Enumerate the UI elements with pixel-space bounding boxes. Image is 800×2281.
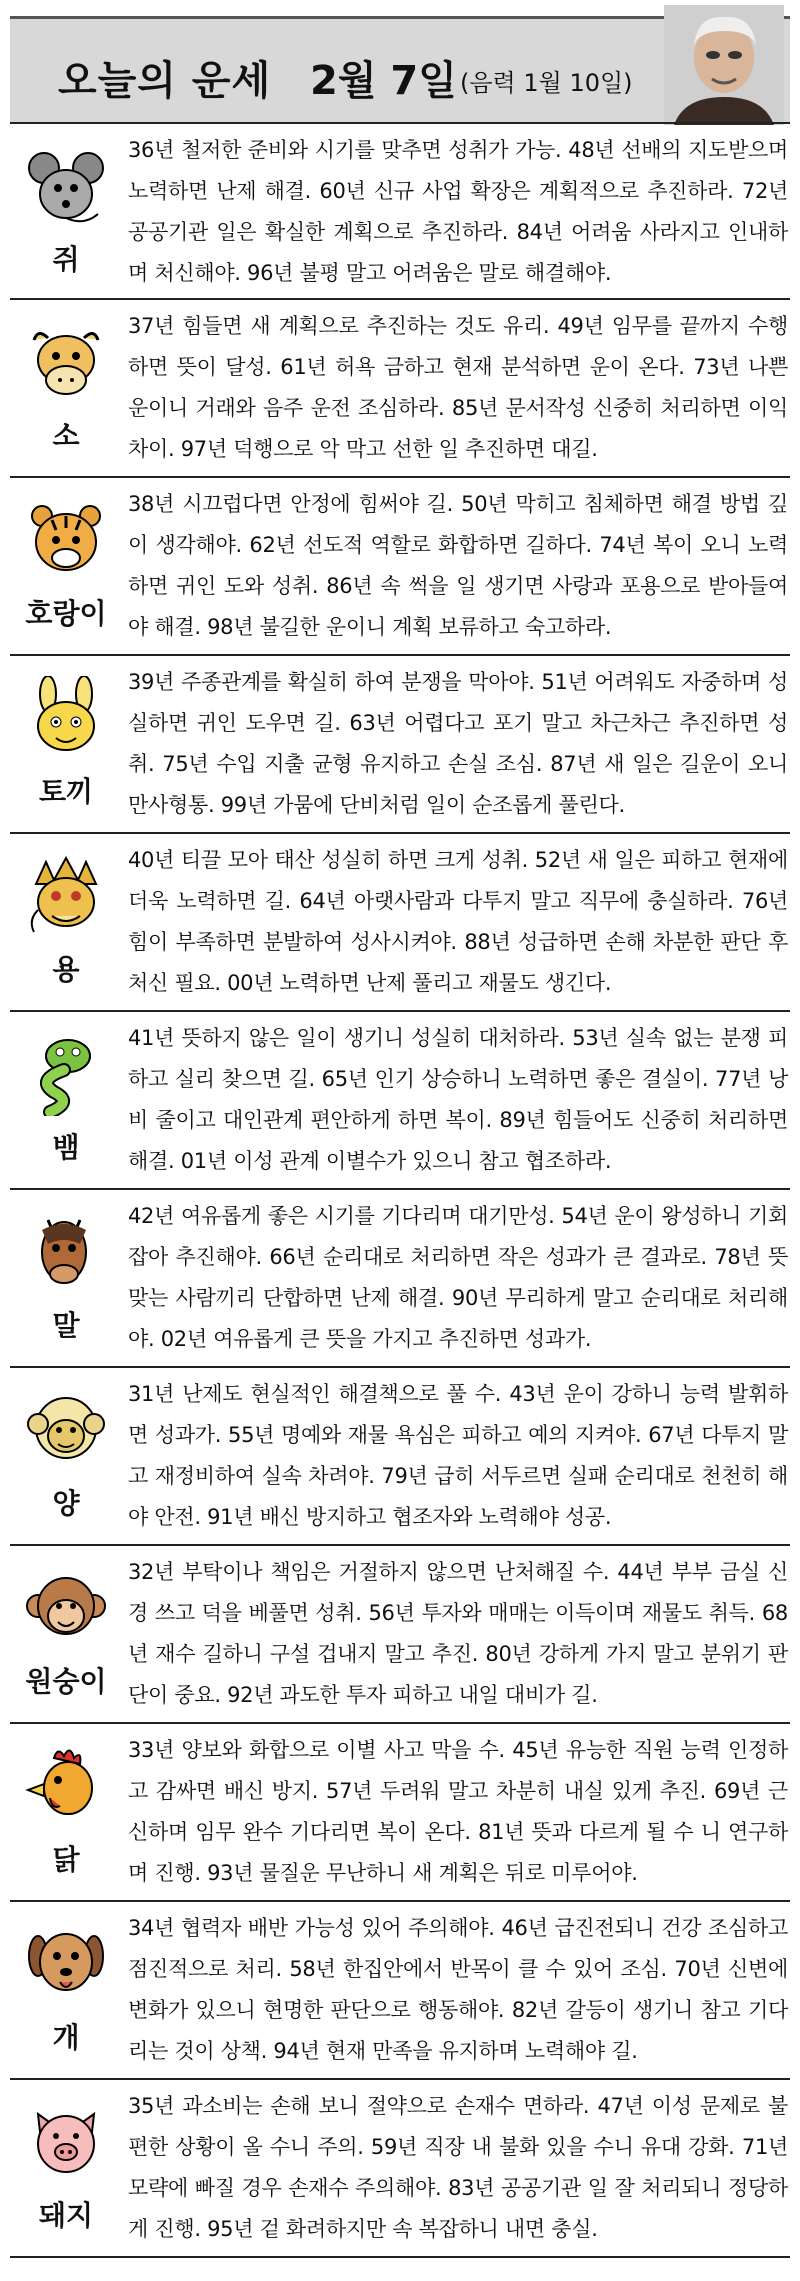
list-item <box>10 656 790 834</box>
horse-icon <box>24 1210 108 1294</box>
list-item <box>10 1368 790 1546</box>
animal-name: 토끼 <box>38 775 94 808</box>
date-label: 2월 7일 <box>310 58 457 104</box>
header-bar <box>10 16 790 122</box>
list-item <box>10 300 790 478</box>
rabbit-icon <box>24 676 108 760</box>
fortune-text: 36년 철저한 준비와 시기를 맞추면 성취가 가능. 48년 선배의 지도받으며 노력하면 난제 해결. 60년 신규 사업 확장은 계획적으로 추진하라. 72년 공공기관 일은 확실한 계획으로 추진하라. 84년 어려움 사라지고 인내하며 처신해야. 96년 불평 말고 어려움은 말로 해결해야. <box>128 138 788 285</box>
fortune-text: 41년 뜻하지 않은 일이 생기니 성실히 대처하라. 53년 실속 없는 분쟁 피하고 실리 찾으면 길. 65년 인기 상승하니 노력하면 좋은 결실이. 77년 낭비 줄이고 대인관계 편안하게 하면 복이. 89년 힘들어도 신중히 처리하면 해결. 01년 이성 관계 이별수가 있으니 참고 협조하라. <box>128 1026 788 1173</box>
list-item <box>10 2080 790 2258</box>
rooster-icon <box>24 1744 108 1828</box>
animal-column <box>10 124 122 298</box>
fortune-text: 38년 시끄럽다면 안정에 힘써야 길. 50년 막히고 침체하면 해결 방법 깊이 생각해야. 62년 선도적 역할로 화합하면 길하다. 74년 복이 오니 노력하면 귀인 도와 성취. 86년 속 썩을 일 생기면 사랑과 포용으로 받아들여야 해결. 98년 불길한 운이니 계획 보류하고 숙고하라. <box>128 492 788 639</box>
fortune-list <box>10 122 790 2258</box>
columnist-portrait <box>664 5 784 125</box>
lunar-date-label: (음력 1월 10일) <box>460 69 633 97</box>
animal-column <box>10 1902 122 2078</box>
animal-name: 뱀 <box>52 1131 80 1164</box>
animal-name: 양 <box>52 1487 80 1520</box>
animal-name: 말 <box>52 1309 80 1342</box>
animal-name: 용 <box>52 953 80 986</box>
animal-name: 호랑이 <box>25 597 107 630</box>
list-item <box>10 834 790 1012</box>
fortune-text: 42년 여유롭게 좋은 시기를 기다리며 대기만성. 54년 운이 왕성하니 기회 잡아 추진해야. 66년 순리대로 처리하면 작은 성과가 큰 결과로. 78년 뜻 맞는 사람끼리 단합하면 난제 해결. 90년 무리하게 말고 순리대로 처리해야. 02년 여유롭게 큰 뜻을 가지고 추진하면 성과가. <box>128 1204 788 1351</box>
page-title: 오늘의 운세 <box>58 58 272 104</box>
animal-column <box>10 1724 122 1900</box>
fortune-text: 33년 양보와 화합으로 이별 사고 막을 수. 45년 유능한 직원 능력 인정하고 감싸면 배신 방지. 57년 두려워 말고 차분히 내실 있게 추진. 69년 근신하며 임무 완수 기다리면 복이 온다. 81년 뜻과 다르게 될 수 니 연구하며 진행. 93년 물질운 무난하니 새 계획은 뒤로 미루어야. <box>128 1738 788 1885</box>
animal-name: 쥐 <box>52 243 80 276</box>
animal-name: 소 <box>52 419 80 452</box>
sheep-icon <box>24 1388 108 1472</box>
animal-name: 닭 <box>52 1843 80 1876</box>
list-item <box>10 122 790 300</box>
pig-icon <box>24 2100 108 2184</box>
animal-name: 원숭이 <box>25 1665 107 1698</box>
list-item <box>10 1902 790 2080</box>
list-item <box>10 1012 790 1190</box>
animal-name: 돼지 <box>38 2199 94 2232</box>
fortune-text: 37년 힘들면 새 계획으로 추진하는 것도 유리. 49년 임무를 끝까지 수행하면 뜻이 달성. 61년 허욕 금하고 현재 분석하면 운이 온다. 73년 나쁜 운이니 거래와 음주 운전 조심하라. 85년 문서작성 신중히 처리하면 이익 차이. 97년 덕행으로 악 막고 선한 일 추진하면 대길. <box>128 314 788 461</box>
snake-icon <box>24 1032 108 1116</box>
list-item <box>10 1724 790 1902</box>
animal-column <box>10 1190 122 1366</box>
fortune-text: 32년 부탁이나 책임은 거절하지 않으면 난처해질 수. 44년 부부 금실 신경 쓰고 덕을 베풀면 성취. 56년 투자와 매매는 이득이며 재물도 취득. 68년 재수 길하니 구설 겁내지 말고 추진. 80년 강하게 가지 말고 분위기 판단이 중요. 92년 과도한 투자 피하고 내일 대비가 길. <box>128 1560 788 1707</box>
monkey-icon <box>24 1566 108 1650</box>
dragon-icon <box>24 854 108 938</box>
fortune-text: 35년 과소비는 손해 보니 절약으로 손재수 면하라. 47년 이성 문제로 불편한 상황이 올 수니 주의. 59년 직장 내 불화 있을 수니 유대 강화. 71년 모략에 빠질 경우 손재수 주의해야. 83년 공공기관 일 잘 처리되니 정당하게 진행. 95년 겉 화려하지만 속 복잡하니 내면 충실. <box>128 2094 788 2241</box>
animal-column <box>10 300 122 476</box>
fortune-text: 39년 주종관계를 확실히 하여 분쟁을 막아야. 51년 어려워도 자중하며 성실하면 귀인 도우면 길. 63년 어렵다고 포기 말고 차근차근 추진하면 성취. 75년 수입 지출 균형 유지하고 손실 조심. 87년 새 일은 길운이 오니 만사형통. 99년 가뭄에 단비처럼 일이 순조롭게 풀린다. <box>128 670 788 817</box>
ox-icon <box>24 320 108 404</box>
fortune-text: 40년 티끌 모아 태산 성실히 하면 크게 성취. 52년 새 일은 피하고 현재에 더욱 노력하면 길. 64년 아랫사람과 다투지 말고 직무에 충실하라. 76년 힘이 부족하면 분발하여 성사시켜야. 88년 성급하면 손해 차분한 판단 후 처신 필요. 00년 노력하면 난제 풀리고 재물도 생긴다. <box>128 848 788 995</box>
list-item <box>10 478 790 656</box>
list-item <box>10 1190 790 1368</box>
animal-column <box>10 2080 122 2256</box>
fortune-text: 31년 난제도 현실적인 해결책으로 풀 수. 43년 운이 강하니 능력 발휘하면 성과가. 55년 명예와 재물 욕심은 피하고 예의 지켜야. 67년 다투지 말고 재정비하여 실속 차려야. 79년 급히 서두르면 실패 순리대로 천천히 해야 안전. 91년 배신 방지하고 협조자와 노력해야 성공. <box>128 1382 788 1529</box>
list-item <box>10 1546 790 1724</box>
animal-column <box>10 656 122 832</box>
rat-icon <box>24 144 108 228</box>
animal-column <box>10 478 122 654</box>
dog-icon <box>24 1922 108 2006</box>
animal-column <box>10 1012 122 1188</box>
animal-column <box>10 1546 122 1722</box>
tiger-icon <box>24 498 108 582</box>
fortune-text: 34년 협력자 배반 가능성 있어 주의해야. 46년 급진전되니 건강 조심하고 점진적으로 처리. 58년 한집안에서 반목이 클 수 있어 조심. 70년 신변에 변화가 있으니 현명한 판단으로 행동해야. 82년 갈등이 생기니 참고 기다리는 것이 상책. 94년 현재 만족을 유지하며 노력해야 길. <box>128 1916 788 2063</box>
animal-name: 개 <box>52 2021 80 2054</box>
animal-column <box>10 1368 122 1544</box>
animal-column <box>10 834 122 1010</box>
